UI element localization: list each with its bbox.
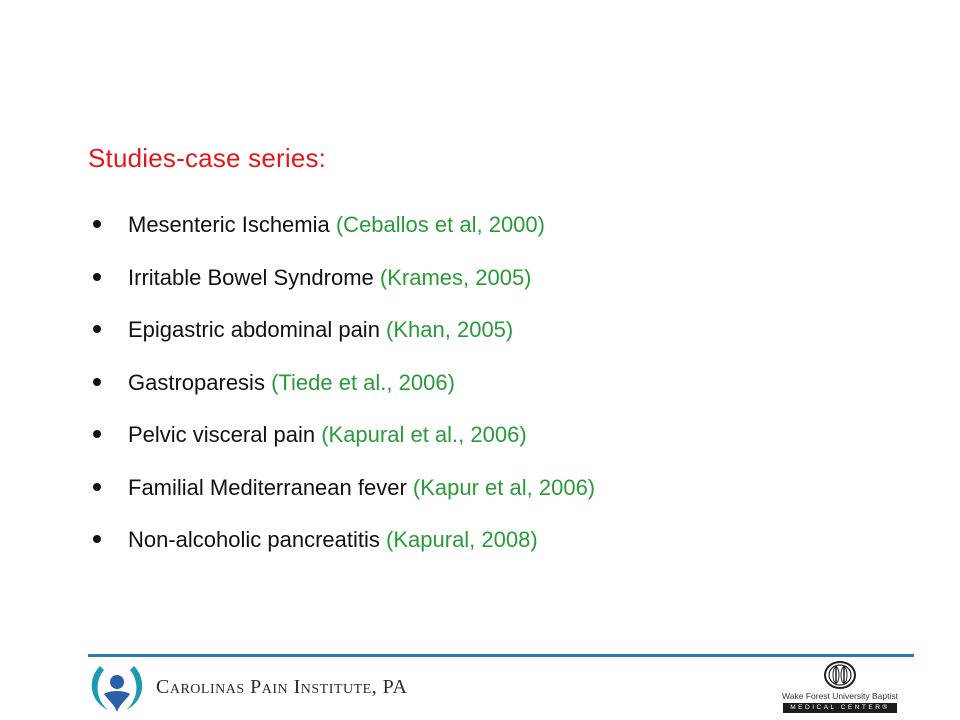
item-citation: (Ceballos et al, 2000)	[335, 212, 545, 237]
item-text: Irritable Bowel Syndrome	[128, 264, 380, 290]
item-citation: (Kapural et al., 2006)	[321, 422, 527, 447]
list-item	[92, 522, 595, 575]
wake-forest-logo	[780, 660, 900, 718]
bullet-icon	[93, 378, 101, 386]
item-text: Non-alcoholic pancreatitis	[128, 527, 387, 552]
slide-heading: Studies-case series:	[88, 143, 327, 173]
list-item	[92, 207, 595, 260]
list-item	[92, 417, 595, 470]
item-text: Gastroparesis	[128, 369, 272, 395]
item-citation: (Khan, 2005)	[386, 317, 514, 342]
item-text: Pelvic visceral pain	[128, 422, 322, 447]
list-item	[92, 365, 595, 418]
bullet-icon	[93, 430, 101, 438]
bullet-icon	[93, 535, 101, 543]
bullet-icon	[93, 220, 101, 228]
item-text: Familial Mediterranean fever	[128, 474, 413, 500]
item-citation: (Kapur et al, 2006)	[412, 474, 596, 500]
footer-org-right-line1: Wake Forest University Baptist	[782, 691, 898, 701]
carolinas-pain-institute-logo-icon	[86, 660, 148, 718]
item-text: Epigastric abdominal pain	[128, 317, 387, 342]
list-item	[92, 312, 595, 365]
bullet-icon	[93, 325, 101, 333]
list-item	[92, 260, 595, 313]
item-citation: (Kapural, 2008)	[386, 527, 538, 552]
footer-divider	[88, 654, 914, 657]
item-citation: (Tiede et al., 2006)	[271, 369, 455, 395]
footer-org-right-line2: MEDICAL CENTER®	[783, 703, 897, 713]
bullet-list	[92, 207, 595, 575]
wake-forest-logo-icon	[821, 660, 859, 690]
list-item	[92, 470, 595, 523]
item-citation: (Krames, 2005)	[379, 264, 532, 290]
bullet-icon	[93, 483, 101, 491]
bullet-icon	[93, 273, 101, 281]
footer-org-left: Carolinas Pain Institute, PA	[156, 676, 408, 698]
item-text: Mesenteric Ischemia	[128, 212, 336, 237]
